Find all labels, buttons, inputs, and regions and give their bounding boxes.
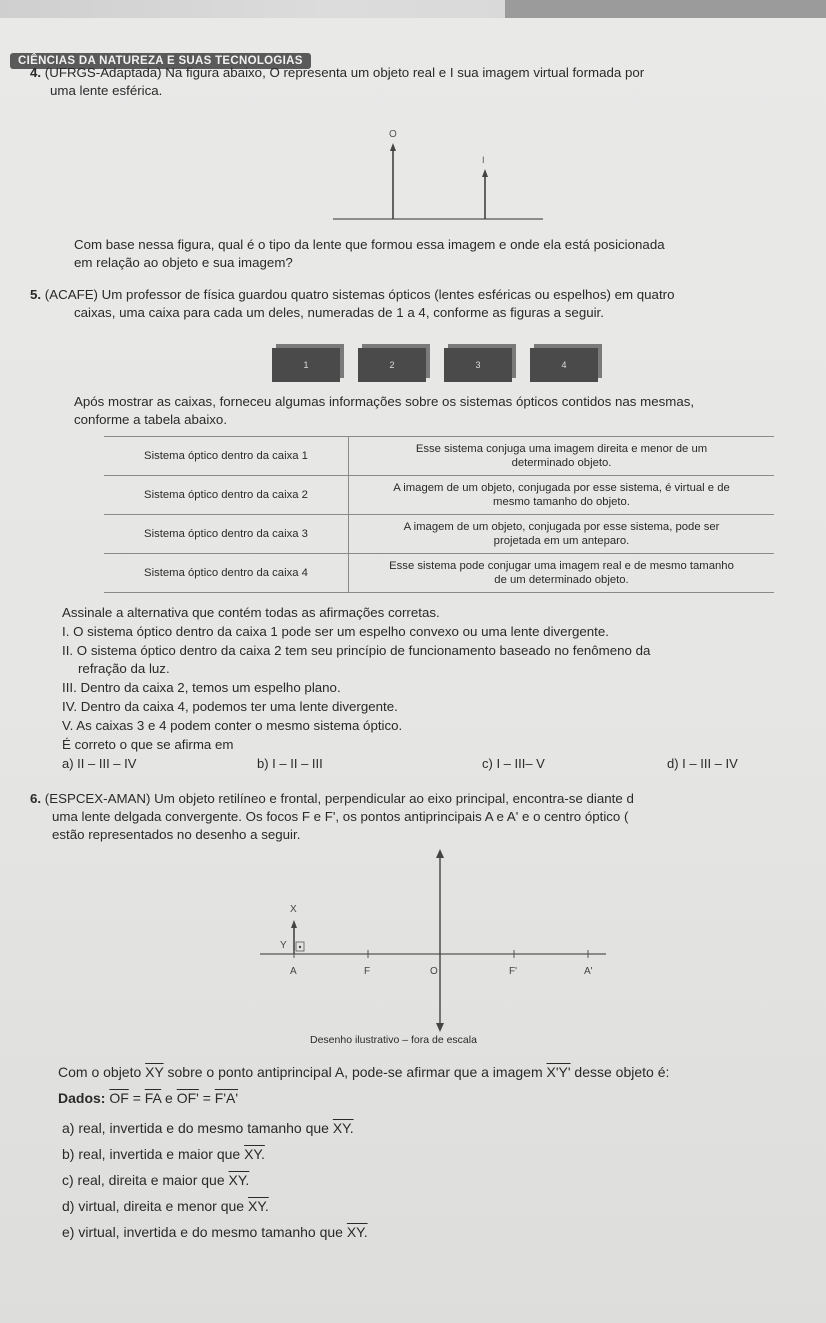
table-cell-system: Sistema óptico dentro da caixa 2 <box>104 476 349 515</box>
table-row <box>104 437 774 476</box>
q6-option-c[interactable] <box>62 1172 249 1189</box>
table-cell-system: Sistema óptico dentro da caixa 3 <box>104 515 349 554</box>
q4-label-i: I <box>482 155 485 165</box>
table-row <box>104 554 774 593</box>
label-f: F <box>364 966 371 977</box>
q6-question <box>58 1064 669 1081</box>
object-arrowhead <box>291 920 297 928</box>
q5-item-5: V. As caixas 3 e 4 podem conter o mesmo sistema óptico. <box>62 718 403 733</box>
q5-prompt: É correto o que se afirma em <box>62 737 234 752</box>
option-text: c) real, direita e maior que <box>62 1172 225 1188</box>
q4-image-arrowhead <box>482 169 488 177</box>
table-cell-description <box>349 437 775 476</box>
section-header: CIÊNCIAS DA NATUREZA E SUAS TECNOLOGIAS <box>10 53 311 69</box>
q4-text1: (UFRGS-Adaptada) Na figura abaixo, O representa um objeto real e I sua imagem virtual formada por <box>44 65 645 80</box>
segment-fa: $\overline{FA}$ <box>144 1090 162 1106</box>
lens-top-arrowhead <box>436 849 444 858</box>
segment-ref: XY. <box>247 1198 269 1214</box>
q5-intro2: conforme a tabela abaixo. <box>74 412 228 427</box>
option-text: b) real, invertida e maior que <box>62 1146 241 1162</box>
worksheet-page <box>0 18 826 1323</box>
lens-bottom-arrowhead <box>436 1023 444 1032</box>
label-a-prime: A' <box>584 966 593 977</box>
segment-ref: XY. <box>244 1146 265 1162</box>
q5-number: 5. <box>30 287 42 302</box>
label-o: O <box>430 966 438 977</box>
description-line: mesmo tamanho do objeto. <box>493 496 630 508</box>
q6-option-d[interactable] <box>62 1198 269 1215</box>
q6-question-middle: sobre o ponto antiprincipal A, pode-se afirmar que a imagem <box>167 1064 543 1080</box>
q5-item-3: III. Dentro da caixa 2, temos um espelho plano. <box>62 680 341 695</box>
q5-item-2: II. O sistema óptico dentro da caixa 2 tem seu princípio de funcionamento baseado no fenômeno da <box>62 643 651 658</box>
segment-of: $\overline{OF}$ <box>109 1090 129 1106</box>
figure-caption: Desenho ilustrativo – fora de escala <box>310 1034 477 1046</box>
box-1: 1 <box>272 348 340 382</box>
table-cell-description <box>349 476 775 515</box>
conjunction: e <box>165 1090 173 1106</box>
q6-text1: (ESPCEX-AMAN) Um objeto retilíneo e frontal, perpendicular ao eixo principal, encontra-se diante d <box>44 791 634 806</box>
q6-line1 <box>30 790 634 807</box>
q5-text1: (ACAFE) Um professor de física guardou quatro sistemas ópticos (lentes esféricas ou espelhos) em quatro <box>44 287 675 302</box>
ink-mark <box>505 0 826 18</box>
table-cell-description <box>349 554 775 593</box>
q5-option-c[interactable]: c) I – III– V <box>482 756 545 771</box>
q4-label-o: O <box>389 129 397 140</box>
segment-ref: XY. <box>332 1120 354 1136</box>
option-text: e) virtual, invertida e do mesmo tamanho que <box>62 1224 343 1240</box>
box-3: 3 <box>444 348 512 382</box>
q6-given-data <box>58 1090 238 1107</box>
equals-sign: = <box>132 1090 141 1106</box>
q4-object-arrowhead <box>390 143 396 151</box>
description-line: Esse sistema pode conjugar uma imagem real e de mesmo tamanho <box>389 560 734 572</box>
q4-question2: em relação ao objeto e sua imagem? <box>74 255 293 270</box>
q5-option-d[interactable]: d) I – III – IV <box>667 756 738 771</box>
q6-option-e[interactable] <box>62 1224 368 1241</box>
given-label: Dados: <box>58 1090 106 1106</box>
q5-intro1: Após mostrar as caixas, forneceu algumas informações sobre os sistemas ópticos contidos nas mesmas, <box>74 394 695 409</box>
q6-option-b[interactable] <box>62 1146 265 1163</box>
table-cell-system: Sistema óptico dentro da caixa 1 <box>104 437 349 476</box>
label-a: A <box>290 966 297 977</box>
description-line: projetada em um anteparo. <box>493 535 630 547</box>
q4-text2: uma lente esférica. <box>50 83 163 98</box>
segment-f-prime-a-prime: F'A' <box>214 1090 239 1106</box>
top-strip <box>0 0 826 18</box>
table-cell-system: Sistema óptico dentro da caixa 4 <box>104 554 349 593</box>
q5-item-1: I. O sistema óptico dentro da caixa 1 pode ser um espelho convexo ou uma lente divergente. <box>62 624 609 639</box>
label-x: X <box>290 904 297 915</box>
description-line: determinado objeto. <box>511 457 612 469</box>
description-line: A imagem de um objeto, conjugada por esse sistema, pode ser <box>403 521 720 533</box>
q5-item-2-cont: refração da luz. <box>78 661 170 676</box>
q6-lens-diagram <box>250 846 620 1046</box>
description-line: de um determinado objeto. <box>494 574 629 586</box>
option-text: a) real, invertida e do mesmo tamanho que <box>62 1120 329 1136</box>
segment-ref: XY. <box>228 1172 250 1188</box>
q4-number: 4. <box>30 65 42 80</box>
q5-line1 <box>30 286 674 303</box>
q6-question-start: Com o objeto <box>58 1064 142 1080</box>
description-line: A imagem de um objeto, conjugada por esse sistema, é virtual e de <box>393 482 730 494</box>
q5-item-4: IV. Dentro da caixa 4, podemos ter uma lente divergente. <box>62 699 398 714</box>
box-4: 4 <box>530 348 598 382</box>
q5-option-a[interactable]: a) II – III – IV <box>62 756 137 771</box>
q4-line1 <box>30 64 644 81</box>
option-text: d) virtual, direita e menor que <box>62 1198 245 1214</box>
table-cell-description <box>349 515 775 554</box>
equals-sign: = <box>202 1090 211 1106</box>
segment-x-prime-y-prime: X'Y' <box>546 1064 571 1080</box>
description-line: Esse sistema conjuga uma imagem direita e menor de um <box>415 443 708 455</box>
table-row <box>104 515 774 554</box>
segment-ref: XY. <box>346 1224 368 1240</box>
q5-option-b[interactable]: b) I – II – III <box>257 756 323 771</box>
q4-question1: Com base nessa figura, qual é o tipo da lente que formou essa imagem e onde ela está posicionada <box>74 237 665 252</box>
label-y: Y <box>280 940 287 951</box>
segment-of-prime: OF' <box>176 1090 199 1106</box>
q6-text3: estão representados no desenho a seguir. <box>52 827 301 842</box>
q6-text2: uma lente delgada convergente. Os focos F e F', os pontos antiprincipais A e A' e o centro óptico ( <box>52 809 629 824</box>
q6-option-a[interactable] <box>62 1120 354 1137</box>
q5-instruction: Assinale a alternativa que contém todas as afirmações corretas. <box>62 605 440 620</box>
table-row <box>104 476 774 515</box>
box-2: 2 <box>358 348 426 382</box>
q6-number: 6. <box>30 791 42 806</box>
q6-question-end: desse objeto é: <box>574 1064 670 1080</box>
label-f-prime: F' <box>509 966 518 977</box>
optical-systems-table <box>104 436 774 593</box>
q5-text2: caixas, uma caixa para cada um deles, numeradas de 1 a 4, conforme as figuras a seguir. <box>74 305 604 320</box>
right-angle-dot <box>299 946 301 948</box>
segment-xy: $\overline{XY}$ <box>145 1064 164 1080</box>
q4-figure <box>325 123 550 223</box>
